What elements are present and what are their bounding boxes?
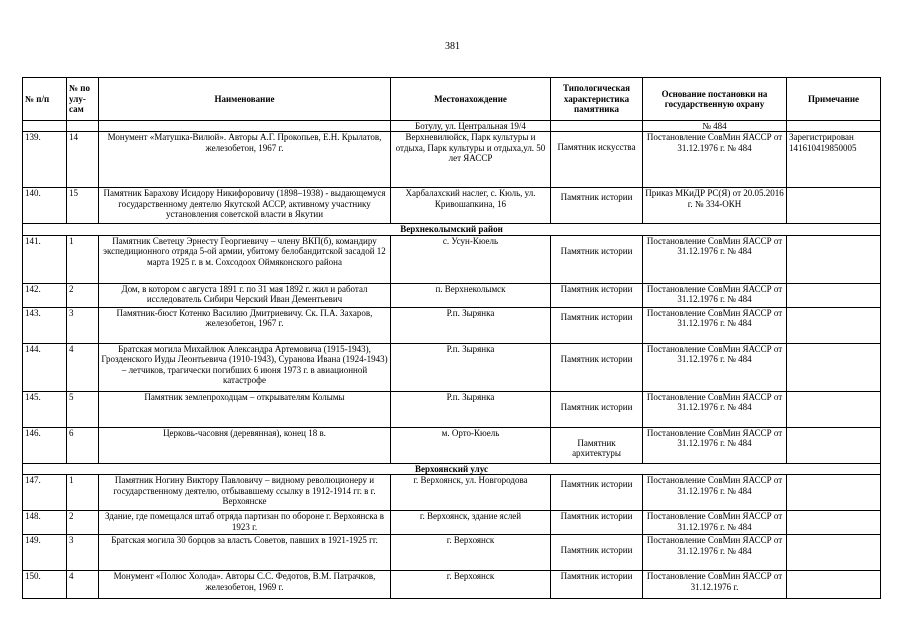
cell-num: 148. <box>23 511 67 535</box>
cell-location: Р.п. Зырянка <box>391 343 551 391</box>
section-row <box>23 224 881 235</box>
cell-basis: Постановление СовМин ЯАССР от 31.12.1976 г. № 484 <box>643 132 787 188</box>
cell-name: Дом, в котором с августа 1891 г. по 31 мая 1892 г. жил и работал исследователь Сибири Черский Иван Дементьевич <box>99 283 391 307</box>
table-row <box>23 307 881 343</box>
table-row <box>23 571 881 599</box>
cell-ulus-num: 3 <box>67 535 99 571</box>
cell-ulus-num: 2 <box>67 511 99 535</box>
cell-type: Памятник истории <box>551 571 643 599</box>
cell-location: г. Верхоянск <box>391 535 551 571</box>
cell-basis: Постановление СовМин ЯАССР от 31.12.1976 г. № 484 <box>643 511 787 535</box>
cell-name: Здание, где помещался штаб отряда партизан по обороне г. Верхоянска в 1923 г. <box>99 511 391 535</box>
cell-num: 140. <box>23 188 67 224</box>
cell-type: Памятник истории <box>551 307 643 343</box>
cell-num: 141. <box>23 235 67 283</box>
cell-type: Памятник истории <box>551 283 643 307</box>
cell-num: 139. <box>23 132 67 188</box>
table-row <box>23 511 881 535</box>
cell-num: 149. <box>23 535 67 571</box>
cell-ulus-num: 14 <box>67 132 99 188</box>
continuation-row <box>23 121 881 132</box>
cell-location: с. Усун-Кюель <box>391 235 551 283</box>
cell-note <box>787 235 881 283</box>
cell-note <box>787 283 881 307</box>
cell-ulus-num: 3 <box>67 307 99 343</box>
table-row <box>23 343 881 391</box>
cell-num: 142. <box>23 283 67 307</box>
section-title: Верхнеколымский район <box>23 224 881 235</box>
cell-ulus-num: 4 <box>67 571 99 599</box>
cell-note <box>787 188 881 224</box>
continuation-basis: № 484 <box>643 121 787 132</box>
cell-type: Памятник истории <box>551 188 643 224</box>
page-number: 381 <box>445 41 460 52</box>
cell-ulus-num: 15 <box>67 188 99 224</box>
cell-basis: Постановление СовМин ЯАССР от 31.12.1976 г. № 484 <box>643 475 787 511</box>
header-location: Местонахождение <box>391 78 551 121</box>
table-row <box>23 188 881 224</box>
header-ulus-num: № по улу-сам <box>67 78 99 121</box>
cell-type: Памятник искусства <box>551 132 643 188</box>
cell-basis: Приказ МКиДР РС(Я) от 20.05.2016 г. № 334-ОКН <box>643 188 787 224</box>
cell-type: Памятник архитектуры <box>551 427 643 463</box>
header-name: Наименование <box>99 78 391 121</box>
cell-num: 144. <box>23 343 67 391</box>
cell-location: п. Верхнеколымск <box>391 283 551 307</box>
header-num: № п/п <box>23 78 67 121</box>
cell-note <box>787 427 881 463</box>
table-row <box>23 391 881 427</box>
cell-note <box>787 391 881 427</box>
cell-ulus-num: 1 <box>67 475 99 511</box>
cell-type: Памятник истории <box>551 235 643 283</box>
monuments-table <box>22 77 881 599</box>
cell-ulus-num: 2 <box>67 283 99 307</box>
continuation-location: Ботулу, ул. Центральная 19/4 <box>391 121 551 132</box>
cell-name: Церковь-часовня (деревянная), конец 18 в. <box>99 427 391 463</box>
cell-name: Братская могила 30 борцов за власть Советов, павших в 1921-1925 гг. <box>99 535 391 571</box>
cell-note <box>787 307 881 343</box>
cell-note <box>787 535 881 571</box>
cell-num: 146. <box>23 427 67 463</box>
cell-note <box>787 343 881 391</box>
cell-name: Памятник Барахову Исидору Никифоровичу (1898–1938) - выдающемуся государственному деятелю Якутской АССР, активному участнику установления советской власти в Якутии <box>99 188 391 224</box>
header-type: Типологическая характеристика памятника <box>551 78 643 121</box>
cell-location: Харбалахский наслег, с. Кюль, ул. Кривошапкина, 16 <box>391 188 551 224</box>
header-note: Примечание <box>787 78 881 121</box>
cell-basis: Постановление СовМин ЯАССР от 31.12.1976 г. № 484 <box>643 235 787 283</box>
table-body <box>23 121 881 599</box>
table-row <box>23 535 881 571</box>
cell-location: г. Верхоянск, ул. Новгородова <box>391 475 551 511</box>
cell-ulus-num: 5 <box>67 391 99 427</box>
cell-name: Памятник Светецу Эрнесту Георгиевичу – члену ВКП(б), командиру экспедиционного отряда 5-ой армии, убитому белобандитской засадой 12 марта 1925 г. в м. Сохсодоох Оймяконского района <box>99 235 391 283</box>
cell-num: 145. <box>23 391 67 427</box>
cell-basis: Постановление СовМин ЯАССР от 31.12.1976 г. № 484 <box>643 427 787 463</box>
cell-type: Памятник истории <box>551 475 643 511</box>
cell-name: Братская могила Михайлюк Александра Артемовича (1915-1943), Грозденского Иуды Леонтьевича (1910-1943), Суранова Ивана (1924-1943) – летчиков, трагически погибших 6 июня 1973 г. в авиационной катастрофе <box>99 343 391 391</box>
cell-type: Памятник истории <box>551 391 643 427</box>
cell-location: Р.п. Зырянка <box>391 391 551 427</box>
table-row <box>23 235 881 283</box>
table-header-row <box>23 78 881 121</box>
cell-basis: Постановление СовМин ЯАССР от 31.12.1976 г. № 484 <box>643 343 787 391</box>
cell-num: 147. <box>23 475 67 511</box>
cell-type: Памятник истории <box>551 511 643 535</box>
section-row <box>23 463 881 474</box>
cell-name: Монумент «Матушка-Вилюй». Авторы А.Г. Прокопьев, Е.Н. Крылатов, железобетон, 1967 г. <box>99 132 391 188</box>
table-row <box>23 475 881 511</box>
cell-basis: Постановление СовМин ЯАССР от 31.12.1976 г. № 484 <box>643 307 787 343</box>
table-row <box>23 132 881 188</box>
table-row <box>23 427 881 463</box>
header-basis: Основание постановки на государственную охрану <box>643 78 787 121</box>
cell-type: Памятник истории <box>551 343 643 391</box>
cell-note <box>787 571 881 599</box>
cell-name: Памятник Ногину Виктору Павловичу – видному революционеру и государственному деятелю, отбывавшему ссылку в 1912-1914 гг. в г. Верхоянске <box>99 475 391 511</box>
section-title: Верхоянский улус <box>23 463 881 474</box>
cell-ulus-num: 6 <box>67 427 99 463</box>
cell-note <box>787 511 881 535</box>
cell-ulus-num: 1 <box>67 235 99 283</box>
cell-note <box>787 475 881 511</box>
cell-location: м. Орто-Кюель <box>391 427 551 463</box>
cell-name: Памятник землепроходцам – открывателям Колымы <box>99 391 391 427</box>
table-row <box>23 283 881 307</box>
cell-num: 150. <box>23 571 67 599</box>
cell-location: Верхневилюйск, Парк культуры и отдыха, Парк культуры и отдыха,ул. 50 лет ЯАССР <box>391 132 551 188</box>
cell-name: Монумент «Полюс Холода». Авторы С.С. Федотов, В.М. Патрачков, железобетон, 1969 г. <box>99 571 391 599</box>
cell-location: г. Верхоянск <box>391 571 551 599</box>
cell-basis: Постановление СовМин ЯАССР от 31.12.1976 г. № 484 <box>643 535 787 571</box>
cell-ulus-num: 4 <box>67 343 99 391</box>
cell-basis: Постановление СовМин ЯАССР от 31.12.1976 г. № 484 <box>643 283 787 307</box>
cell-num: 143. <box>23 307 67 343</box>
cell-name: Памятник-бюст Котенко Василию Дмитриевичу. Ск. П.А. Захаров, железобетон, 1967 г. <box>99 307 391 343</box>
cell-type: Памятник истории <box>551 535 643 571</box>
cell-note: Зарегистрирован 141610419850005 <box>787 132 881 188</box>
cell-location: Р.п. Зырянка <box>391 307 551 343</box>
cell-basis: Постановление СовМин ЯАССР от 31.12.1976 г. № 484 <box>643 391 787 427</box>
cell-location: г. Верхоянск, здание яслей <box>391 511 551 535</box>
cell-basis: Постановление СовМин ЯАССР от 31.12.1976 г. <box>643 571 787 599</box>
